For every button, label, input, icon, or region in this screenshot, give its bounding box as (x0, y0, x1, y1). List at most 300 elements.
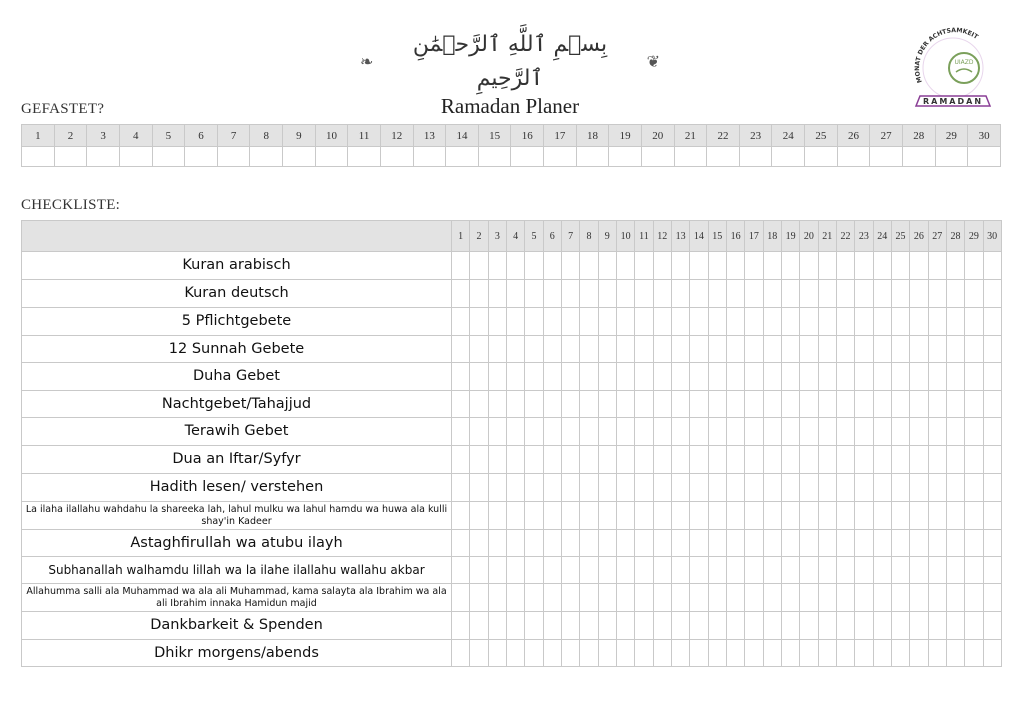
checklist-check-cell[interactable] (690, 336, 708, 363)
checklist-check-cell[interactable] (946, 502, 964, 530)
fasted-check-cell[interactable] (544, 147, 577, 167)
checklist-check-cell[interactable] (873, 391, 891, 418)
checklist-check-cell[interactable] (671, 640, 689, 667)
checklist-check-cell[interactable] (708, 391, 726, 418)
fasted-check-cell[interactable] (707, 147, 740, 167)
checklist-check-cell[interactable] (635, 612, 653, 640)
checklist-check-cell[interactable] (635, 502, 653, 530)
fasted-check-cell[interactable] (315, 147, 348, 167)
checklist-check-cell[interactable] (946, 418, 964, 446)
checklist-check-cell[interactable] (452, 391, 470, 418)
checklist-check-cell[interactable] (452, 557, 470, 584)
checklist-check-cell[interactable] (708, 640, 726, 667)
checklist-check-cell[interactable] (653, 363, 671, 391)
checklist-check-cell[interactable] (671, 308, 689, 336)
checklist-check-cell[interactable] (983, 530, 1001, 557)
checklist-check-cell[interactable] (928, 418, 946, 446)
fasted-check-cell[interactable] (641, 147, 674, 167)
checklist-check-cell[interactable] (580, 391, 598, 418)
checklist-check-cell[interactable] (561, 502, 579, 530)
checklist-check-cell[interactable] (763, 280, 781, 308)
checklist-check-cell[interactable] (965, 252, 983, 280)
checklist-check-cell[interactable] (525, 252, 543, 280)
checklist-check-cell[interactable] (873, 557, 891, 584)
checklist-check-cell[interactable] (910, 474, 928, 502)
checklist-check-cell[interactable] (855, 557, 873, 584)
checklist-check-cell[interactable] (946, 446, 964, 474)
checklist-check-cell[interactable] (800, 280, 818, 308)
checklist-check-cell[interactable] (928, 557, 946, 584)
checklist-check-cell[interactable] (965, 474, 983, 502)
checklist-check-cell[interactable] (928, 280, 946, 308)
checklist-check-cell[interactable] (855, 336, 873, 363)
checklist-check-cell[interactable] (818, 363, 836, 391)
checklist-check-cell[interactable] (598, 612, 616, 640)
checklist-check-cell[interactable] (781, 308, 799, 336)
fasted-check-cell[interactable] (22, 147, 55, 167)
checklist-check-cell[interactable] (598, 530, 616, 557)
checklist-check-cell[interactable] (910, 640, 928, 667)
checklist-check-cell[interactable] (726, 446, 744, 474)
fasted-check-cell[interactable] (119, 147, 152, 167)
checklist-check-cell[interactable] (525, 280, 543, 308)
checklist-check-cell[interactable] (946, 612, 964, 640)
checklist-check-cell[interactable] (580, 418, 598, 446)
checklist-check-cell[interactable] (873, 252, 891, 280)
fasted-check-cell[interactable] (772, 147, 805, 167)
checklist-check-cell[interactable] (800, 502, 818, 530)
checklist-check-cell[interactable] (653, 584, 671, 612)
checklist-check-cell[interactable] (745, 363, 763, 391)
checklist-check-cell[interactable] (726, 502, 744, 530)
checklist-check-cell[interactable] (506, 280, 524, 308)
checklist-check-cell[interactable] (781, 584, 799, 612)
checklist-check-cell[interactable] (983, 584, 1001, 612)
checklist-check-cell[interactable] (836, 446, 854, 474)
checklist-check-cell[interactable] (525, 446, 543, 474)
checklist-check-cell[interactable] (690, 418, 708, 446)
checklist-check-cell[interactable] (543, 363, 561, 391)
fasted-check-cell[interactable] (837, 147, 870, 167)
checklist-check-cell[interactable] (561, 363, 579, 391)
checklist-check-cell[interactable] (561, 308, 579, 336)
checklist-check-cell[interactable] (745, 252, 763, 280)
checklist-check-cell[interactable] (470, 363, 488, 391)
fasted-check-cell[interactable] (511, 147, 544, 167)
checklist-check-cell[interactable] (818, 391, 836, 418)
fasted-check-cell[interactable] (935, 147, 968, 167)
checklist-check-cell[interactable] (928, 502, 946, 530)
checklist-check-cell[interactable] (690, 308, 708, 336)
checklist-check-cell[interactable] (781, 280, 799, 308)
checklist-check-cell[interactable] (525, 584, 543, 612)
checklist-check-cell[interactable] (781, 446, 799, 474)
checklist-check-cell[interactable] (506, 557, 524, 584)
checklist-check-cell[interactable] (873, 363, 891, 391)
checklist-check-cell[interactable] (763, 557, 781, 584)
checklist-check-cell[interactable] (708, 612, 726, 640)
checklist-check-cell[interactable] (910, 363, 928, 391)
checklist-check-cell[interactable] (708, 308, 726, 336)
checklist-check-cell[interactable] (891, 418, 909, 446)
checklist-check-cell[interactable] (543, 446, 561, 474)
checklist-check-cell[interactable] (910, 391, 928, 418)
checklist-check-cell[interactable] (580, 612, 598, 640)
checklist-check-cell[interactable] (781, 336, 799, 363)
checklist-check-cell[interactable] (763, 363, 781, 391)
checklist-check-cell[interactable] (910, 557, 928, 584)
checklist-check-cell[interactable] (910, 584, 928, 612)
checklist-check-cell[interactable] (488, 474, 506, 502)
checklist-check-cell[interactable] (616, 612, 634, 640)
checklist-check-cell[interactable] (470, 557, 488, 584)
checklist-check-cell[interactable] (543, 557, 561, 584)
checklist-check-cell[interactable] (470, 640, 488, 667)
checklist-check-cell[interactable] (543, 474, 561, 502)
checklist-check-cell[interactable] (726, 252, 744, 280)
checklist-check-cell[interactable] (488, 502, 506, 530)
checklist-check-cell[interactable] (671, 557, 689, 584)
checklist-check-cell[interactable] (800, 363, 818, 391)
checklist-check-cell[interactable] (690, 252, 708, 280)
checklist-check-cell[interactable] (891, 363, 909, 391)
checklist-check-cell[interactable] (598, 280, 616, 308)
checklist-check-cell[interactable] (452, 530, 470, 557)
checklist-check-cell[interactable] (891, 391, 909, 418)
checklist-check-cell[interactable] (452, 252, 470, 280)
checklist-check-cell[interactable] (708, 502, 726, 530)
checklist-check-cell[interactable] (525, 336, 543, 363)
checklist-check-cell[interactable] (891, 446, 909, 474)
checklist-check-cell[interactable] (965, 557, 983, 584)
checklist-check-cell[interactable] (745, 557, 763, 584)
checklist-check-cell[interactable] (818, 502, 836, 530)
checklist-check-cell[interactable] (671, 391, 689, 418)
checklist-check-cell[interactable] (452, 502, 470, 530)
checklist-check-cell[interactable] (653, 502, 671, 530)
checklist-check-cell[interactable] (763, 308, 781, 336)
checklist-check-cell[interactable] (818, 280, 836, 308)
checklist-check-cell[interactable] (946, 308, 964, 336)
checklist-check-cell[interactable] (525, 391, 543, 418)
checklist-check-cell[interactable] (561, 418, 579, 446)
checklist-check-cell[interactable] (470, 446, 488, 474)
checklist-check-cell[interactable] (635, 336, 653, 363)
checklist-check-cell[interactable] (690, 391, 708, 418)
checklist-check-cell[interactable] (506, 530, 524, 557)
checklist-check-cell[interactable] (818, 557, 836, 584)
fasted-check-cell[interactable] (348, 147, 381, 167)
checklist-check-cell[interactable] (616, 584, 634, 612)
checklist-check-cell[interactable] (855, 363, 873, 391)
checklist-check-cell[interactable] (763, 502, 781, 530)
checklist-check-cell[interactable] (470, 584, 488, 612)
checklist-check-cell[interactable] (616, 280, 634, 308)
checklist-check-cell[interactable] (836, 584, 854, 612)
checklist-check-cell[interactable] (946, 280, 964, 308)
checklist-check-cell[interactable] (781, 418, 799, 446)
checklist-check-cell[interactable] (635, 391, 653, 418)
checklist-check-cell[interactable] (873, 612, 891, 640)
fasted-check-cell[interactable] (250, 147, 283, 167)
checklist-check-cell[interactable] (543, 308, 561, 336)
checklist-check-cell[interactable] (910, 252, 928, 280)
checklist-check-cell[interactable] (488, 584, 506, 612)
checklist-check-cell[interactable] (891, 308, 909, 336)
checklist-check-cell[interactable] (525, 557, 543, 584)
checklist-check-cell[interactable] (653, 557, 671, 584)
checklist-check-cell[interactable] (910, 530, 928, 557)
checklist-check-cell[interactable] (671, 584, 689, 612)
checklist-check-cell[interactable] (891, 336, 909, 363)
checklist-check-cell[interactable] (836, 640, 854, 667)
fasted-check-cell[interactable] (217, 147, 250, 167)
fasted-check-cell[interactable] (380, 147, 413, 167)
checklist-check-cell[interactable] (965, 530, 983, 557)
checklist-check-cell[interactable] (836, 502, 854, 530)
checklist-check-cell[interactable] (470, 418, 488, 446)
checklist-check-cell[interactable] (488, 363, 506, 391)
checklist-check-cell[interactable] (708, 252, 726, 280)
checklist-check-cell[interactable] (470, 336, 488, 363)
checklist-check-cell[interactable] (836, 363, 854, 391)
checklist-check-cell[interactable] (653, 474, 671, 502)
checklist-check-cell[interactable] (726, 530, 744, 557)
checklist-check-cell[interactable] (910, 336, 928, 363)
checklist-check-cell[interactable] (653, 612, 671, 640)
checklist-check-cell[interactable] (928, 446, 946, 474)
fasted-check-cell[interactable] (283, 147, 316, 167)
checklist-check-cell[interactable] (891, 280, 909, 308)
checklist-check-cell[interactable] (818, 308, 836, 336)
checklist-check-cell[interactable] (690, 584, 708, 612)
checklist-check-cell[interactable] (726, 391, 744, 418)
fasted-check-cell[interactable] (576, 147, 609, 167)
checklist-check-cell[interactable] (635, 418, 653, 446)
checklist-check-cell[interactable] (708, 474, 726, 502)
checklist-check-cell[interactable] (800, 640, 818, 667)
checklist-check-cell[interactable] (561, 280, 579, 308)
checklist-check-cell[interactable] (873, 308, 891, 336)
checklist-check-cell[interactable] (800, 336, 818, 363)
checklist-check-cell[interactable] (891, 530, 909, 557)
checklist-check-cell[interactable] (708, 557, 726, 584)
checklist-check-cell[interactable] (580, 584, 598, 612)
checklist-check-cell[interactable] (910, 418, 928, 446)
checklist-check-cell[interactable] (525, 363, 543, 391)
checklist-check-cell[interactable] (983, 391, 1001, 418)
checklist-check-cell[interactable] (800, 474, 818, 502)
checklist-check-cell[interactable] (965, 502, 983, 530)
checklist-check-cell[interactable] (543, 391, 561, 418)
checklist-check-cell[interactable] (561, 474, 579, 502)
checklist-check-cell[interactable] (708, 446, 726, 474)
checklist-check-cell[interactable] (781, 530, 799, 557)
checklist-check-cell[interactable] (873, 640, 891, 667)
checklist-check-cell[interactable] (745, 584, 763, 612)
checklist-check-cell[interactable] (561, 612, 579, 640)
checklist-check-cell[interactable] (726, 640, 744, 667)
checklist-check-cell[interactable] (653, 640, 671, 667)
checklist-check-cell[interactable] (690, 530, 708, 557)
checklist-check-cell[interactable] (983, 446, 1001, 474)
checklist-check-cell[interactable] (653, 391, 671, 418)
checklist-check-cell[interactable] (506, 363, 524, 391)
checklist-check-cell[interactable] (543, 280, 561, 308)
checklist-check-cell[interactable] (891, 584, 909, 612)
checklist-check-cell[interactable] (598, 446, 616, 474)
checklist-check-cell[interactable] (671, 336, 689, 363)
checklist-check-cell[interactable] (745, 336, 763, 363)
checklist-check-cell[interactable] (671, 280, 689, 308)
checklist-check-cell[interactable] (910, 612, 928, 640)
checklist-check-cell[interactable] (946, 336, 964, 363)
checklist-check-cell[interactable] (580, 308, 598, 336)
checklist-check-cell[interactable] (616, 336, 634, 363)
checklist-check-cell[interactable] (965, 612, 983, 640)
checklist-check-cell[interactable] (525, 612, 543, 640)
checklist-check-cell[interactable] (983, 557, 1001, 584)
checklist-check-cell[interactable] (561, 252, 579, 280)
checklist-check-cell[interactable] (561, 530, 579, 557)
checklist-check-cell[interactable] (598, 502, 616, 530)
checklist-check-cell[interactable] (708, 584, 726, 612)
checklist-check-cell[interactable] (543, 584, 561, 612)
checklist-check-cell[interactable] (635, 557, 653, 584)
checklist-check-cell[interactable] (965, 336, 983, 363)
checklist-check-cell[interactable] (763, 391, 781, 418)
checklist-check-cell[interactable] (580, 363, 598, 391)
fasted-check-cell[interactable] (870, 147, 903, 167)
fasted-check-cell[interactable] (739, 147, 772, 167)
checklist-check-cell[interactable] (671, 530, 689, 557)
checklist-check-cell[interactable] (635, 252, 653, 280)
checklist-check-cell[interactable] (781, 612, 799, 640)
fasted-check-cell[interactable] (674, 147, 707, 167)
checklist-check-cell[interactable] (488, 557, 506, 584)
checklist-check-cell[interactable] (928, 640, 946, 667)
checklist-check-cell[interactable] (488, 418, 506, 446)
checklist-check-cell[interactable] (598, 474, 616, 502)
checklist-check-cell[interactable] (983, 418, 1001, 446)
checklist-check-cell[interactable] (708, 530, 726, 557)
checklist-check-cell[interactable] (800, 557, 818, 584)
checklist-check-cell[interactable] (928, 308, 946, 336)
checklist-check-cell[interactable] (452, 474, 470, 502)
checklist-check-cell[interactable] (598, 363, 616, 391)
checklist-check-cell[interactable] (745, 280, 763, 308)
checklist-check-cell[interactable] (855, 252, 873, 280)
checklist-check-cell[interactable] (873, 336, 891, 363)
checklist-check-cell[interactable] (635, 308, 653, 336)
checklist-check-cell[interactable] (543, 336, 561, 363)
checklist-check-cell[interactable] (452, 280, 470, 308)
checklist-check-cell[interactable] (946, 640, 964, 667)
checklist-check-cell[interactable] (910, 446, 928, 474)
checklist-check-cell[interactable] (470, 612, 488, 640)
checklist-check-cell[interactable] (763, 336, 781, 363)
checklist-check-cell[interactable] (781, 252, 799, 280)
checklist-check-cell[interactable] (763, 252, 781, 280)
checklist-check-cell[interactable] (580, 252, 598, 280)
checklist-check-cell[interactable] (616, 363, 634, 391)
checklist-check-cell[interactable] (726, 612, 744, 640)
checklist-check-cell[interactable] (855, 530, 873, 557)
checklist-check-cell[interactable] (818, 336, 836, 363)
checklist-check-cell[interactable] (891, 474, 909, 502)
checklist-check-cell[interactable] (653, 418, 671, 446)
checklist-check-cell[interactable] (818, 474, 836, 502)
checklist-check-cell[interactable] (726, 557, 744, 584)
checklist-check-cell[interactable] (965, 584, 983, 612)
checklist-check-cell[interactable] (616, 530, 634, 557)
checklist-check-cell[interactable] (690, 363, 708, 391)
fasted-check-cell[interactable] (968, 147, 1001, 167)
fasted-check-cell[interactable] (805, 147, 838, 167)
checklist-check-cell[interactable] (800, 252, 818, 280)
checklist-check-cell[interactable] (836, 418, 854, 446)
checklist-check-cell[interactable] (616, 502, 634, 530)
fasted-check-cell[interactable] (478, 147, 511, 167)
checklist-check-cell[interactable] (525, 530, 543, 557)
checklist-check-cell[interactable] (965, 418, 983, 446)
checklist-check-cell[interactable] (470, 502, 488, 530)
fasted-check-cell[interactable] (446, 147, 479, 167)
checklist-check-cell[interactable] (983, 363, 1001, 391)
checklist-check-cell[interactable] (965, 640, 983, 667)
checklist-check-cell[interactable] (525, 418, 543, 446)
checklist-check-cell[interactable] (891, 612, 909, 640)
checklist-check-cell[interactable] (452, 336, 470, 363)
checklist-check-cell[interactable] (946, 391, 964, 418)
checklist-check-cell[interactable] (763, 584, 781, 612)
checklist-check-cell[interactable] (561, 640, 579, 667)
checklist-check-cell[interactable] (488, 446, 506, 474)
checklist-check-cell[interactable] (891, 252, 909, 280)
checklist-check-cell[interactable] (965, 391, 983, 418)
checklist-check-cell[interactable] (928, 612, 946, 640)
checklist-check-cell[interactable] (543, 502, 561, 530)
checklist-check-cell[interactable] (873, 280, 891, 308)
checklist-check-cell[interactable] (506, 584, 524, 612)
checklist-check-cell[interactable] (836, 336, 854, 363)
checklist-check-cell[interactable] (506, 308, 524, 336)
checklist-check-cell[interactable] (506, 418, 524, 446)
checklist-check-cell[interactable] (561, 557, 579, 584)
checklist-check-cell[interactable] (818, 418, 836, 446)
checklist-check-cell[interactable] (928, 336, 946, 363)
checklist-check-cell[interactable] (800, 612, 818, 640)
checklist-check-cell[interactable] (635, 474, 653, 502)
fasted-check-cell[interactable] (54, 147, 87, 167)
checklist-check-cell[interactable] (525, 640, 543, 667)
checklist-check-cell[interactable] (855, 502, 873, 530)
checklist-check-cell[interactable] (635, 280, 653, 308)
checklist-check-cell[interactable] (616, 640, 634, 667)
checklist-check-cell[interactable] (635, 640, 653, 667)
checklist-check-cell[interactable] (873, 530, 891, 557)
checklist-check-cell[interactable] (543, 640, 561, 667)
checklist-check-cell[interactable] (983, 612, 1001, 640)
checklist-check-cell[interactable] (983, 252, 1001, 280)
checklist-check-cell[interactable] (470, 280, 488, 308)
checklist-check-cell[interactable] (506, 391, 524, 418)
checklist-check-cell[interactable] (452, 640, 470, 667)
checklist-check-cell[interactable] (946, 363, 964, 391)
checklist-check-cell[interactable] (708, 418, 726, 446)
checklist-check-cell[interactable] (763, 474, 781, 502)
checklist-check-cell[interactable] (580, 336, 598, 363)
